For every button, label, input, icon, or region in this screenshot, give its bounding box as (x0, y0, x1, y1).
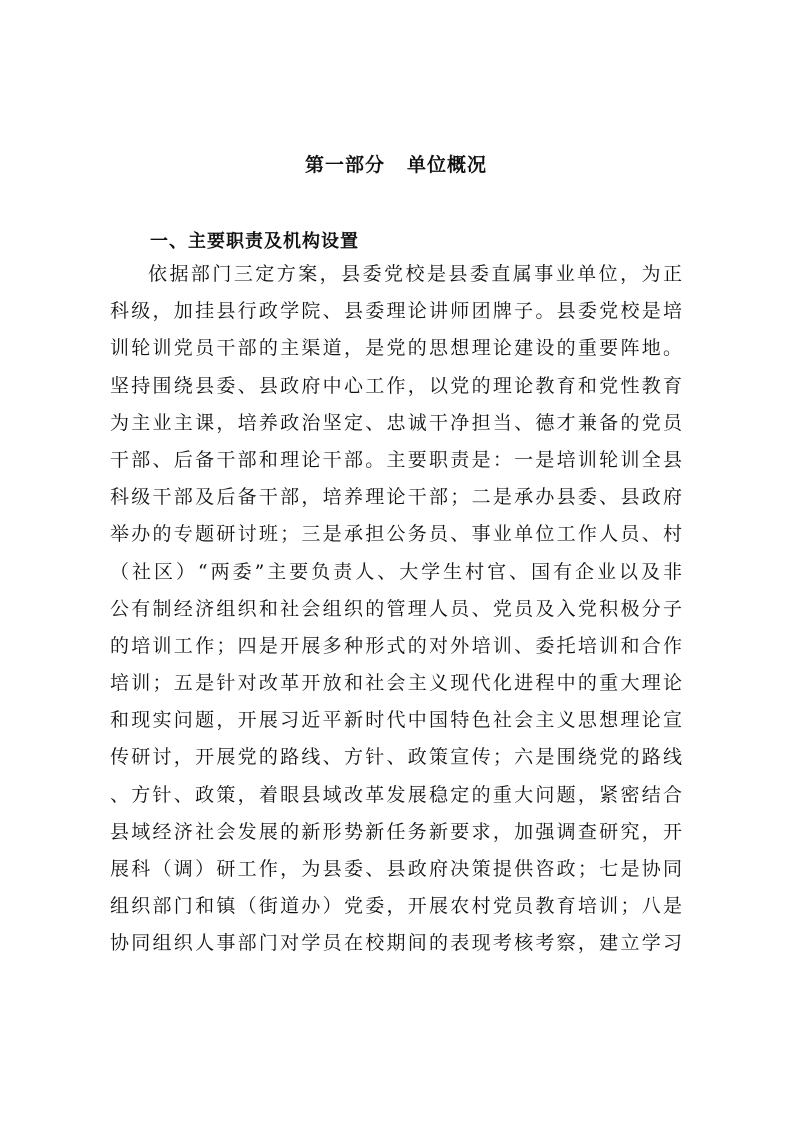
text-line: 举办的专题研讨班；三是承担公务员、事业单位工作人员、村 (110, 523, 682, 546)
text-line: 公有制经济组织和社会组织的管理人员、党员及入党积极分子 (110, 597, 682, 620)
text-line: 培训；五是针对改革开放和社会主义现代化进程中的重大理论 (110, 672, 682, 695)
text-line: 组织部门和镇（街道办）党委，开展农村党员教育培训；八是 (110, 895, 682, 918)
text-line: 和现实问题，开展习近平新时代中国特色社会主义思想理论宣 (110, 709, 682, 732)
text-line: 科级干部及后备干部，培养理论干部；二是承办县委、县政府 (110, 486, 682, 509)
text-line: 传研讨，开展党的路线、方针、政策宣传；六是围绕党的路线 (110, 746, 682, 769)
text-line: 科级，加挂县行政学院、县委理论讲师团牌子。县委党校是培 (110, 300, 682, 323)
text-line: 干部、后备干部和理论干部。主要职责是：一是培训轮训全县 (110, 448, 682, 471)
page-title (0, 150, 792, 177)
section-heading: 一、主要职责及机构设置 (150, 231, 359, 252)
text-line: 的培训工作；四是开展多种形式的对外培训、委托培训和合作 (110, 634, 682, 657)
title-name: 单位概况 (407, 154, 488, 176)
text-line: （社区）“两委”主要负责人、大学生村官、国有企业以及非 (110, 560, 682, 583)
text-line: 为主业主课，培养政治坚定、忠诚干净担当、德才兼备的党员 (110, 411, 682, 434)
text-line: 坚持围绕县委、县政府中心工作，以党的理论教育和党性教育 (110, 374, 682, 397)
text-line: 、方针、政策，着眼县域改革发展稳定的重大问题，紧密结合 (110, 783, 682, 806)
body-text (110, 256, 682, 963)
text-line: 县域经济社会发展的新形势新任务新要求，加强调查研究，开 (110, 820, 682, 843)
text-line: 展科（调）研工作，为县委、县政府决策提供咨政；七是协同 (110, 858, 682, 880)
title-part: 第一部分 (304, 154, 385, 176)
text-line: 协同组织人事部门对学员在校期间的表现考核考察，建立学习 (110, 932, 682, 955)
text-line: 训轮训党员干部的主渠道，是党的思想理论建设的重要阵地。 (110, 337, 682, 360)
text-line: 依据部门三定方案，县委党校是县委直属事业单位，为正 (148, 263, 682, 285)
